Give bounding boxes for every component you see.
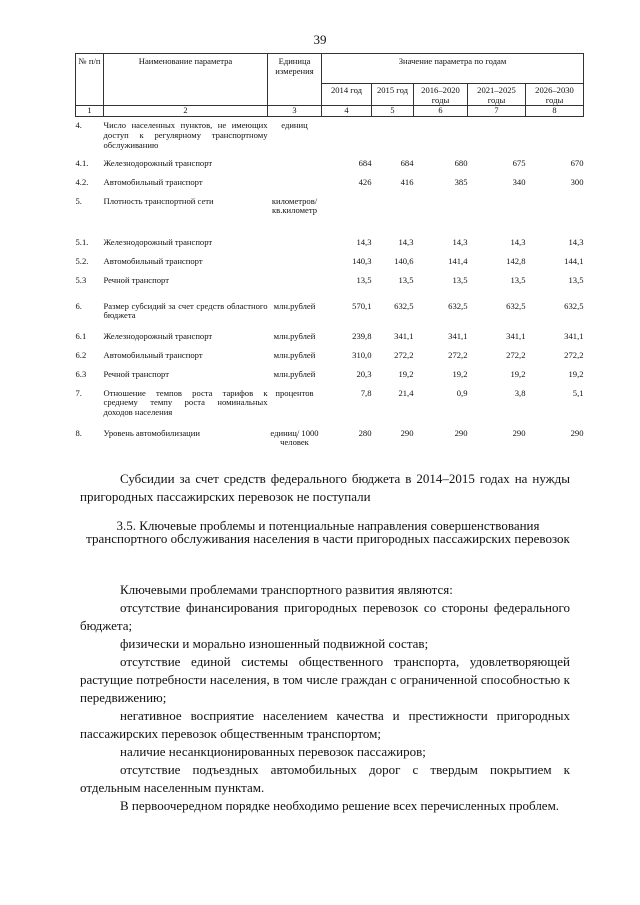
row-name: Железнодорожный транспорт — [103, 236, 213, 247]
row-value — [526, 117, 584, 159]
row-unit — [268, 178, 322, 197]
problem-item: физически и морально изношенный подвижной состав; — [120, 636, 429, 651]
problem-item: отсутствие подъездных автомобильных дорог с твердым покрытием к отдельным населенным пунктам. — [80, 762, 570, 795]
row-value — [468, 117, 526, 159]
row-number: 5.2. — [75, 255, 89, 266]
row-value: 290 — [512, 427, 526, 438]
section-heading: 3.5. Ключевые проблемы и потенциальные направления совершенствования транспортного обслуживания населения в части пригородных пассажирских перевозок — [86, 518, 570, 546]
problem-item: негативное восприятие населением качества и престижности пригородных пассажирских перевозок общественным транспортом; — [80, 708, 570, 741]
row-value: 13,5 — [568, 274, 584, 285]
row-value: 5,1 — [572, 387, 584, 398]
row-unit: единиц/ 1000 человек — [270, 427, 319, 448]
row-name: Речной транспорт — [103, 368, 169, 379]
row-number: 5. — [75, 195, 82, 206]
column-number: 8 — [526, 106, 584, 117]
row-number: 4. — [75, 120, 82, 131]
row-value: 416 — [400, 176, 414, 187]
column-number: 2 — [104, 106, 268, 117]
row-value: 142,8 — [506, 255, 526, 266]
row-name: Отношение темпов роста тарифов к среднему темпу роста номинальных доходов населения — [103, 387, 268, 417]
row-value: 341,1 — [448, 330, 468, 341]
row-value: 20,3 — [356, 368, 372, 379]
header-name: Наименование параметра — [104, 54, 268, 106]
row-name: Плотность транспортной сети — [103, 195, 214, 206]
row-value — [372, 197, 414, 238]
column-number: 3 — [268, 106, 322, 117]
row-value — [322, 197, 372, 238]
row-value: 13,5 — [510, 274, 526, 285]
row-value: 341,1 — [394, 330, 414, 341]
row-value: 290 — [400, 427, 414, 438]
table-row — [76, 159, 584, 178]
row-value: 14,3 — [452, 236, 468, 247]
row-unit — [268, 159, 322, 178]
row-value: 0,9 — [456, 387, 468, 398]
table-row — [76, 302, 584, 332]
header-year: 2021–2025 годы — [468, 84, 526, 106]
row-number: 8. — [75, 427, 82, 438]
row-value: 7,8 — [360, 387, 372, 398]
row-value: 272,2 — [506, 349, 526, 360]
row-value: 670 — [570, 157, 584, 168]
row-name: Автомобильный транспорт — [103, 176, 203, 187]
row-value: 13,5 — [398, 274, 414, 285]
row-value — [322, 117, 372, 159]
row-name: Уровень автомобилизации — [103, 427, 200, 438]
row-value: 632,5 — [448, 300, 468, 311]
row-value: 21,4 — [398, 387, 414, 398]
row-name: Железнодорожный транспорт — [103, 157, 213, 168]
row-value: 14,3 — [568, 236, 584, 247]
row-value: 632,5 — [394, 300, 414, 311]
table-row — [76, 257, 584, 276]
page-number: 39 — [313, 32, 327, 47]
row-value: 272,2 — [448, 349, 468, 360]
row-value: 280 — [358, 427, 372, 438]
row-value: 684 — [400, 157, 414, 168]
conclusion: В первоочередном порядке необходимо решение всех перечисленных проблем. — [120, 798, 560, 813]
row-value: 140,6 — [394, 255, 414, 266]
row-value: 239,8 — [352, 330, 372, 341]
row-value: 300 — [570, 176, 584, 187]
header-values: Значение параметра по годам — [322, 54, 584, 84]
row-value: 675 — [512, 157, 526, 168]
row-value: 290 — [454, 427, 468, 438]
table-row — [76, 178, 584, 197]
row-value: 570,1 — [352, 300, 372, 311]
row-value — [526, 197, 584, 238]
row-value: 19,2 — [568, 368, 584, 379]
table-row — [76, 117, 584, 159]
header-year: 2015 год — [372, 84, 414, 106]
column-number: 7 — [468, 106, 526, 117]
problems-intro: Ключевыми проблемами транспортного развития являются: — [120, 582, 453, 597]
table-row — [76, 197, 584, 238]
subsidy-note: Субсидии за счет средств федерального бюджета в 2014–2015 годах на нужды пригородных пассажирских перевозок не поступали — [80, 471, 570, 504]
row-name: Железнодорожный транспорт — [103, 330, 213, 341]
row-name: Число населенных пунктов, не имеющих доступ к регулярному транспортному обслуживанию — [103, 120, 268, 150]
problem-item: отсутствие единой системы общественного транспорта, удовлетворяющей растущие потребности населения, в том числе граждан с ограниченной способностью к передвижению; — [80, 654, 570, 705]
row-value: 19,2 — [398, 368, 414, 379]
row-unit: единиц — [281, 120, 308, 131]
row-value: 140,3 — [352, 255, 372, 266]
row-unit: млн.рублей — [273, 368, 316, 379]
row-unit — [268, 276, 322, 302]
row-value: 141,4 — [448, 255, 468, 266]
row-value: 272,2 — [394, 349, 414, 360]
row-value: 310,0 — [352, 349, 372, 360]
header-unit: Единица измерения — [268, 54, 322, 106]
row-number: 7. — [75, 387, 82, 398]
row-value: 426 — [358, 176, 372, 187]
row-value — [468, 197, 526, 238]
column-number: 1 — [76, 106, 104, 117]
row-name: Речной транспорт — [103, 274, 169, 285]
row-unit: млн.рублей — [273, 330, 316, 341]
row-value: 632,5 — [506, 300, 526, 311]
table-row — [76, 389, 584, 429]
row-value: 14,3 — [510, 236, 526, 247]
row-number: 6. — [75, 300, 82, 311]
column-number: 5 — [372, 106, 414, 117]
row-name: Автомобильный транспорт — [103, 255, 203, 266]
row-unit: млн.рублей — [273, 300, 316, 311]
row-value: 144,1 — [564, 255, 584, 266]
row-value: 19,2 — [452, 368, 468, 379]
row-number: 5.1. — [75, 236, 89, 247]
row-value: 341,1 — [564, 330, 584, 341]
row-value: 19,2 — [510, 368, 526, 379]
row-value — [372, 117, 414, 159]
problem-item: отсутствие финансирования пригородных перевозок со стороны федерального бюджета; — [80, 600, 570, 633]
row-unit: процентов — [275, 387, 314, 398]
row-value — [414, 197, 468, 238]
header-number: № п/п — [76, 54, 104, 106]
row-unit — [268, 257, 322, 276]
row-value: 13,5 — [452, 274, 468, 285]
row-number: 4.1. — [75, 157, 89, 168]
row-value: 290 — [570, 427, 584, 438]
row-value: 680 — [454, 157, 468, 168]
header-year: 2026–2030 годы — [526, 84, 584, 106]
row-value: 272,2 — [564, 349, 584, 360]
row-number: 6.3 — [75, 368, 87, 379]
column-number: 4 — [322, 106, 372, 117]
problem-item: наличие несанкционированных перевозок пассажиров; — [120, 744, 426, 759]
row-value: 14,3 — [398, 236, 414, 247]
row-value: 684 — [358, 157, 372, 168]
row-value: 13,5 — [356, 274, 372, 285]
table-row — [76, 332, 584, 351]
table-row — [76, 370, 584, 389]
table-row — [76, 351, 584, 370]
row-unit: километров/ кв.километр — [271, 195, 318, 216]
parameters-table-wrap — [75, 53, 583, 463]
header-year: 2014 год — [322, 84, 372, 106]
parameters-table — [75, 53, 584, 463]
row-value: 14,3 — [356, 236, 372, 247]
row-name: Размер субсидий за счет средств областного бюджета — [103, 300, 268, 321]
table-row — [76, 429, 584, 463]
row-value: 632,5 — [564, 300, 584, 311]
row-value — [414, 117, 468, 159]
row-unit: млн.рублей — [273, 349, 316, 360]
row-value: 385 — [454, 176, 468, 187]
header-year: 2016–2020 годы — [414, 84, 468, 106]
table-row — [76, 238, 584, 257]
row-value: 341,1 — [506, 330, 526, 341]
row-number: 6.1 — [75, 330, 87, 341]
column-number: 6 — [414, 106, 468, 117]
row-number: 5.3 — [75, 274, 87, 285]
row-name: Автомобильный транспорт — [103, 349, 203, 360]
table-row — [76, 276, 584, 302]
row-number: 4.2. — [75, 176, 89, 187]
row-number: 6.2 — [75, 349, 87, 360]
row-value: 3,8 — [514, 387, 526, 398]
row-value: 340 — [512, 176, 526, 187]
row-unit — [268, 238, 322, 257]
